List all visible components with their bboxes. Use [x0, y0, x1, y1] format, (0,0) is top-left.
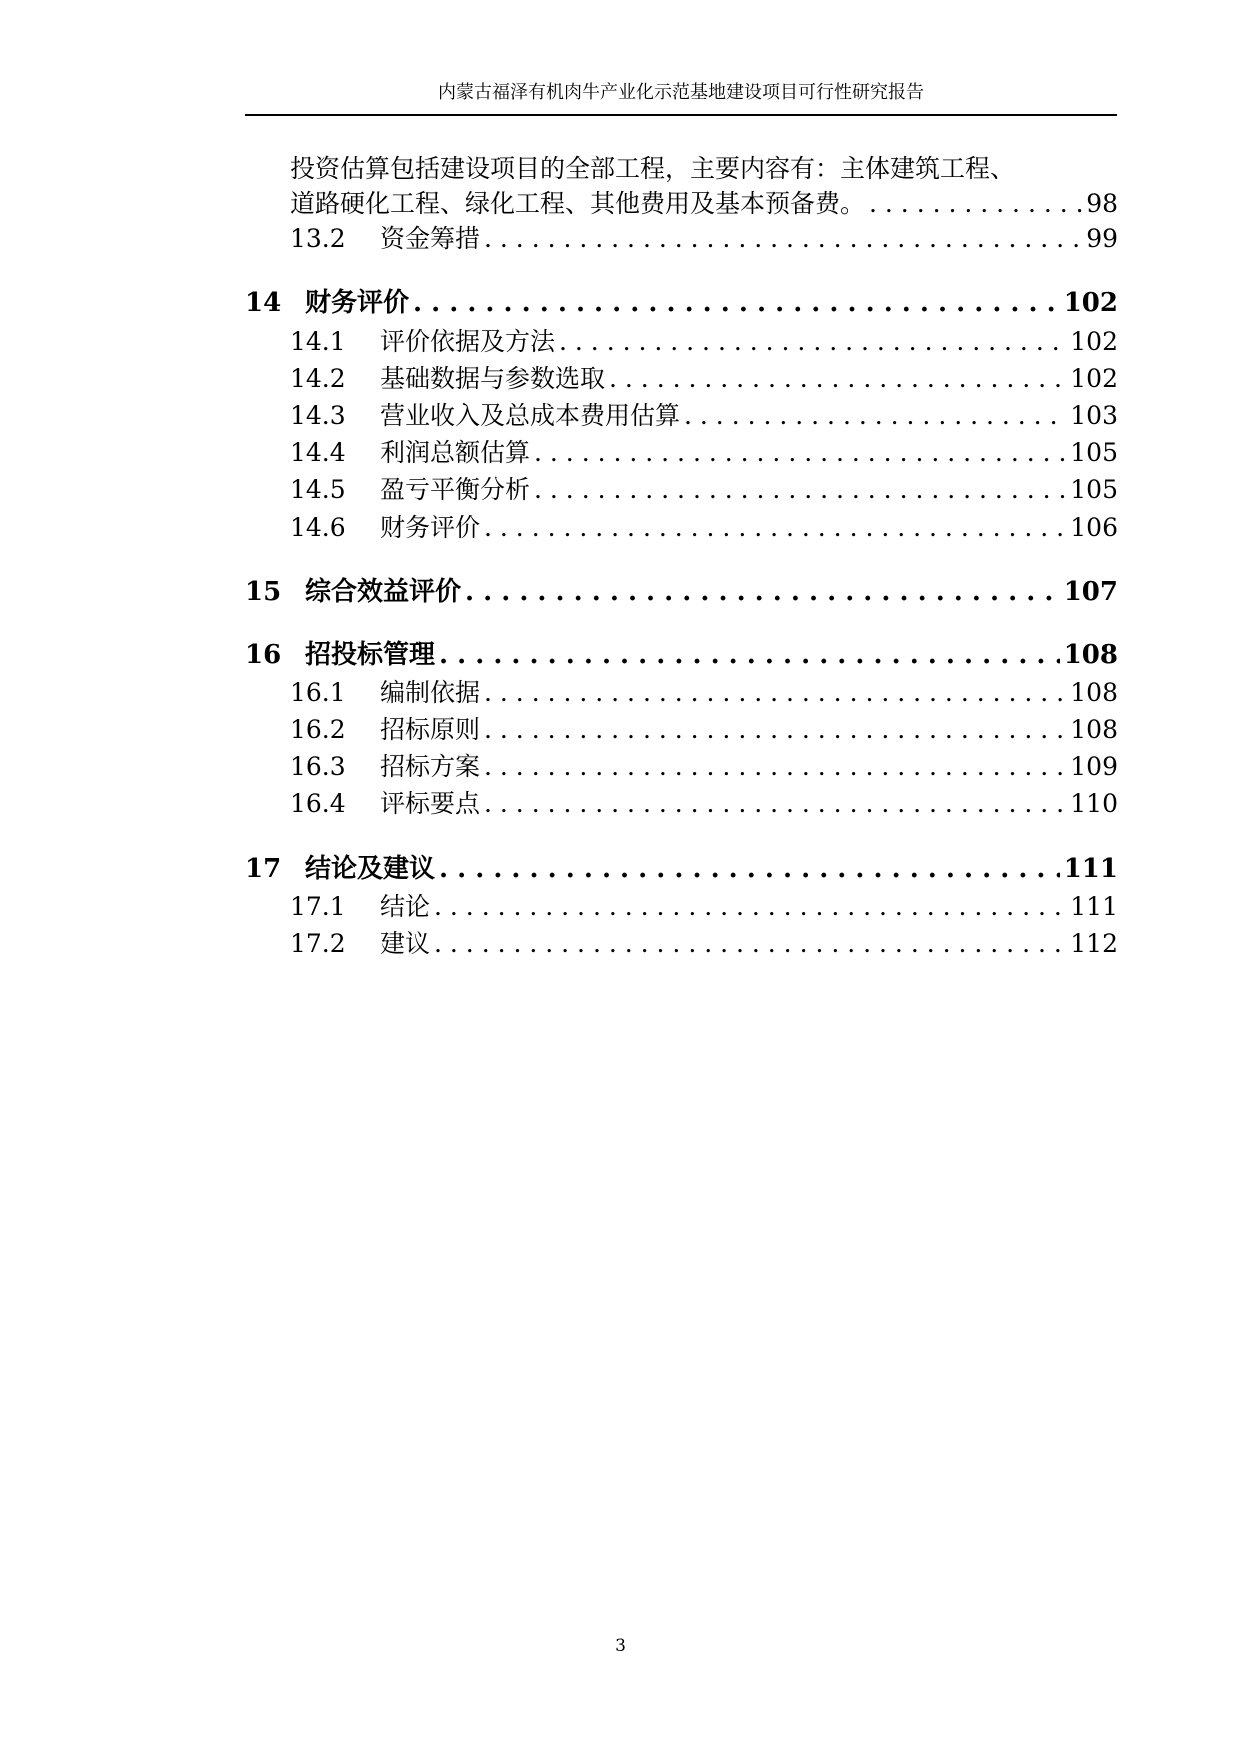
toc-entry-title: 盈亏平衡分析: [380, 475, 531, 504]
toc-entry-17-1[interactable]: [290, 890, 1118, 924]
toc-entry-page: 108: [1070, 678, 1118, 707]
dot-leader: [484, 750, 1066, 784]
toc-entry-number: 17.2: [290, 929, 346, 958]
dot-leader: [684, 399, 1066, 433]
toc-entry-title: 基础数据与参数选取: [380, 364, 606, 393]
toc-entry-14-3[interactable]: [290, 399, 1118, 433]
dot-leader: [484, 511, 1066, 545]
toc-entry-title: 道路硬化工程、绿化工程、其他费用及基本预备费。: [290, 189, 866, 218]
toc-entry-16-3[interactable]: [290, 750, 1118, 784]
dot-leader: [439, 638, 1060, 672]
toc-entry-number: 14.4: [290, 438, 346, 467]
toc-entry-number: 16.3: [290, 752, 346, 781]
toc-entry-14-4[interactable]: [290, 436, 1118, 470]
toc-entry-page: 106: [1070, 513, 1118, 542]
toc-entry-14-1[interactable]: [290, 325, 1118, 359]
toc-entry-number: 14.3: [290, 401, 346, 430]
toc-entry-page: 107: [1063, 577, 1118, 607]
dot-leader: [484, 222, 1082, 256]
toc-entry-14-5[interactable]: [290, 473, 1118, 507]
toc-entry-page: 102: [1063, 288, 1118, 318]
page-number: 3: [615, 1636, 626, 1656]
toc-entry-14-2[interactable]: [290, 362, 1118, 396]
toc-chapter-16[interactable]: [245, 638, 1118, 672]
intro-line-1: 投资估算包括建设项目的全部工程，主要内容有：主体建筑工程、: [290, 154, 1016, 183]
toc-entry-14-6[interactable]: [290, 511, 1118, 545]
toc-entry-number: 16.4: [290, 789, 346, 818]
toc-entry-title: 评标要点: [380, 789, 481, 818]
toc-entry-page: 102: [1070, 327, 1118, 356]
dot-leader: [439, 852, 1060, 886]
toc-entry-page: 109: [1070, 752, 1118, 781]
toc-entry-title: 结论: [380, 892, 431, 921]
toc-entry-number: 16: [245, 640, 282, 670]
dot-leader: [434, 890, 1066, 924]
toc-entry-page: 103: [1070, 401, 1118, 430]
toc-entry-page: 111: [1063, 854, 1118, 884]
toc-entry-title: 编制依据: [380, 678, 481, 707]
toc-entry-title: 利润总额估算: [380, 438, 531, 467]
dot-leader: [559, 325, 1066, 359]
toc-entry-number: 17: [245, 854, 282, 884]
dot-leader: [609, 362, 1066, 396]
toc-entry-16-1[interactable]: [290, 676, 1118, 710]
toc-entry-13-2[interactable]: [290, 222, 1118, 256]
toc-entry-number: 14.5: [290, 475, 346, 504]
toc-entry-number: 14: [245, 288, 282, 318]
dot-leader: [534, 473, 1066, 507]
toc-entry-number: 13.2: [290, 224, 346, 253]
dot-leader: [413, 286, 1060, 320]
running-header: 内蒙古福泽有机肉牛产业化示范基地建设项目可行性研究报告: [245, 82, 1117, 116]
toc-entry-title: 招标原则: [380, 715, 481, 744]
dot-leader: [534, 436, 1066, 470]
toc-entry-title: 建议: [380, 929, 431, 958]
dot-leader: [465, 575, 1060, 609]
dot-leader: [869, 187, 1082, 221]
toc-entry-title: 招标方案: [380, 752, 481, 781]
toc-entry-page: 98: [1086, 189, 1118, 218]
toc-entry-title: 招投标管理: [305, 640, 436, 670]
toc-chapter-15[interactable]: [245, 575, 1118, 609]
toc-entry-number: 17.1: [290, 892, 346, 921]
toc-entry-title: 结论及建议: [305, 854, 436, 884]
toc-chapter-17[interactable]: [245, 852, 1118, 886]
toc-entry-page: 108: [1070, 715, 1118, 744]
toc-entry-16-4[interactable]: [290, 787, 1118, 821]
toc-entry-title: 营业收入及总成本费用估算: [380, 401, 681, 430]
toc-entry-number: 15: [245, 577, 282, 607]
toc-entry-title: 资金筹措: [380, 224, 481, 253]
toc-entry-title: 评价依据及方法: [380, 327, 556, 356]
toc-chapter-14[interactable]: [245, 286, 1118, 320]
toc-entry-page: 111: [1070, 892, 1118, 921]
toc-entry-number: 14.2: [290, 364, 346, 393]
toc-entry-page: 110: [1070, 789, 1118, 818]
toc-entry-number: 16.1: [290, 678, 346, 707]
toc-entry-title: 综合效益评价: [305, 577, 462, 607]
toc-entry-title: 财务评价: [380, 513, 481, 542]
toc-entry-page: 105: [1070, 475, 1118, 504]
dot-leader: [484, 676, 1066, 710]
toc-entry-page: 108: [1063, 640, 1118, 670]
toc-entry-number: 16.2: [290, 715, 346, 744]
dot-leader: [434, 927, 1066, 961]
dot-leader: [484, 713, 1066, 747]
toc-entry-page: 99: [1086, 224, 1118, 253]
toc-entry-page: 102: [1070, 364, 1118, 393]
dot-leader: [484, 787, 1066, 821]
toc-entry-16-2[interactable]: [290, 713, 1118, 747]
toc-entry-number: 14.6: [290, 513, 346, 542]
toc-entry-page: 105: [1070, 438, 1118, 467]
toc-entry-page: 112: [1070, 929, 1118, 958]
toc-entry-title: 财务评价: [305, 288, 410, 318]
toc-entry-intro[interactable]: [290, 187, 1118, 221]
toc-entry-number: 14.1: [290, 327, 346, 356]
toc-entry-17-2[interactable]: [290, 927, 1118, 961]
